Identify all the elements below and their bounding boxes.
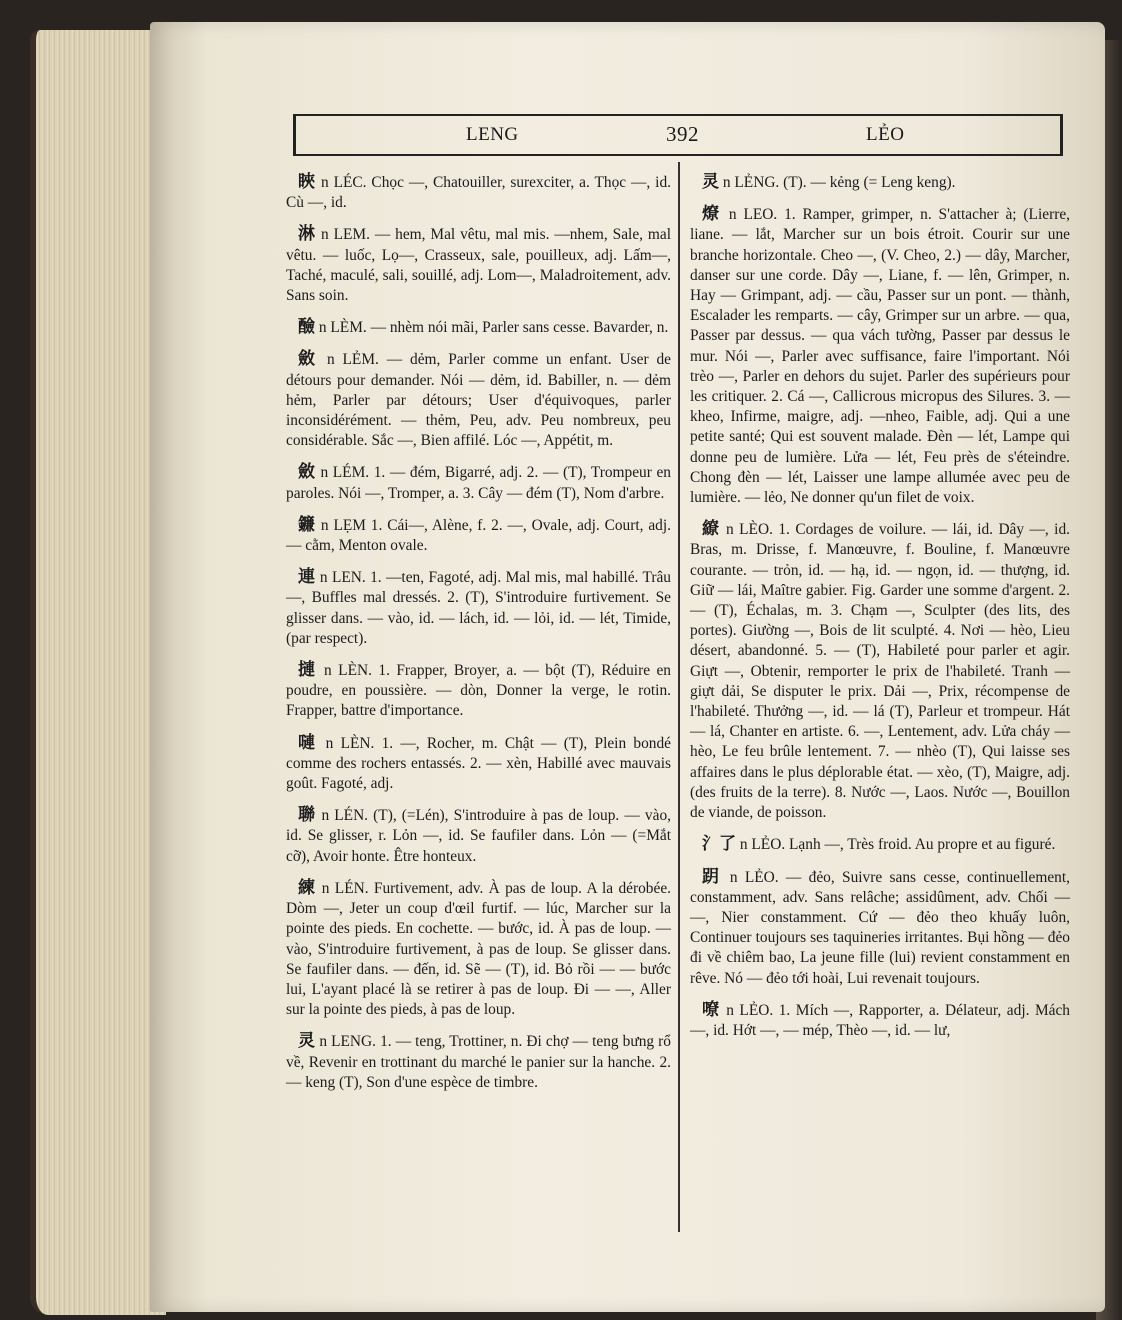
dictionary-entry — [286, 567, 671, 649]
entry-character: 斂 — [298, 462, 316, 483]
entry-text: n LẺO. 1. Mích —, Rapporter, a. Délateur, adj. Mách —, id. Hớt —, — mép, Thèo —, id. — lư, — [690, 1001, 1071, 1039]
entry-character: 聯 — [298, 805, 317, 826]
dictionary-entry — [690, 1000, 1070, 1041]
dictionary-entry — [286, 317, 671, 338]
entry-character: 練 — [298, 877, 317, 898]
dictionary-entry — [286, 1031, 671, 1093]
header-left-word: LENG — [466, 124, 519, 145]
entry-character: 摙 — [298, 660, 318, 681]
entry-character: 連 — [298, 567, 316, 588]
dictionary-entry — [286, 805, 671, 867]
dictionary-entry — [690, 172, 1070, 193]
entry-character: 鐮 — [298, 514, 317, 535]
entry-character: 淋 — [298, 224, 317, 245]
entry-character: 嘹 — [702, 999, 721, 1020]
entry-character: 灵 — [298, 1031, 316, 1052]
dictionary-entry — [286, 224, 671, 306]
book-page-edges — [30, 30, 166, 1315]
entry-text: n LẺM. — dẻm, Parler comme un enfant. User de détours pour demander. Nói — dẻm, id. Babiller, n. — dẻm hẻm, Parler par détours; User d'équivoques, parler inconsidérément. — thẻm, Peu, adv. Peu nombreux, peu considérable. Sắc —, Bien affilé. Lóc —, Appétit, m. — [286, 351, 671, 450]
entry-character: 燎 — [702, 204, 723, 225]
page-number: 392 — [666, 122, 699, 146]
entry-text: n LEO. 1. Ramper, grimper, n. S'attacher à; (Lierre, liane. — lắt, Marcher sur un bois étroit. Courir sur une branche horizontale. Cheo —, (V. Cheo, 2.) — dây, Marcher, danser sur une corde. Dây —, Liane, f. — lên, Grimper, n. Hay — Grimpant, adj. — cầu, Passer sur un pont. — thành, Escalader les remparts. — cây, Grimper sur un arbre. — qua, Passer par dessus. — qua vách tường, Passer par dessus le mur. Nói —, Parler avec suffisance, faire l'important. Nói trèo —, Parler en dehors du sujet. Parler des supérieurs pour les critiquer. 2. Cá —, Callicrous micropus des Silures. 3. — kheo, Infirme, maigre, adj. —nheo, Faible, adj. Qui a une petite santé; Qui est souvent malade. Đèn — lét, Lampe qui donne peu de lumière. Lửa — lét, Feu près de s'éteindre. Chong đèn — lét, Laisser une lampe allumée avec peu de lumière. — lẻo, Ne donner qu'un filet de voix. — [690, 206, 1070, 507]
dictionary-entry — [286, 462, 671, 503]
entry-character: 灵 — [702, 172, 719, 192]
entry-text: n LEN. 1. —ten, Fagoté, adj. Mal mis, mal habillé. Trâu —, Buffles mal dressés. 2. (T), S'introduire furtivement. Se glisser dans. — vào, id. — lách, id. — lỏi, id. — lét, Timide, (par respect). — [286, 569, 671, 647]
dictionary-entry — [690, 867, 1070, 989]
running-header — [293, 114, 1063, 156]
entry-character: 䀹 — [298, 172, 317, 192]
dictionary-entry — [286, 515, 671, 556]
entry-text: n LÉN. Furtivement, adv. À pas de loup. A la dérobée. Dòm —, Jeter un coup d'œil furtif. — lúc, Marcher sur la pointe des pieds. En cochette. — bước, id. À pas de loup. — vào, S'introduire furtivement, à pas de loup. Se glisser dans. Se faufiler dans. — đến, id. Sẽ — (T), id. Bỏ rồi — — bước lui, L'ayant placé là se retirer à pas de loup. Đi — —, Aller sur la pointe des pieds, à pas de loup. — [286, 879, 671, 1019]
entry-text: n LÉM. 1. — đém, Bigarré, adj. 2. — (T), Trompeur en paroles. Nói —, Tromper, a. 3. Cây — đém (T), Nom d'arbre. — [286, 464, 672, 502]
entry-text: n LÈO. 1. Cordages de voilure. — lái, id. Dây —, id. Bras, m. Drisse, f. Manœuvre, f. Bouline, f. Manœuvre courante. — trỏn, id. — hạ, id. — ngọn, id. — thượng, id. Giữ — lái, Maître gabier. Fig. Garder une somme d'argent. 2. — (T), Échalas, m. 3. Chạm —, Sculpter (des lits, des portes). Giường —, Bois de lit sculpté. 4. Nơi — hèo, Lieu désert, abandonné. 5. — (T), Habileté pour parler et agir. Giựt —, Obtenir, remporter le prix de l'habileté. Tranh — giựt dải, Se disputer le prix. Dải —, Prix, récompense de l'habileté. Thưởng —, id. — lá (T), Parleur et trompeur. Hát — lá, Chanter en artiste. 6. —, Lentement, adv. Lửa cháy — hèo, Le feu brûle lentement. 7. — nhèo (T), Qui laisse ses affaires dans le plus déplorable état. — xèo, (T), Maigre, adj. (des fruits de la terre). 8. Nước —, Laos. Nước —, Bouillon de viande, de poisson. — [690, 521, 1071, 822]
dictionary-entry — [286, 733, 671, 795]
entry-character: 繚 — [702, 519, 721, 540]
dictionary-entry — [690, 834, 1070, 855]
entry-text: n LẺO. Lạnh —, Très froid. Au propre et au figuré. — [739, 836, 1056, 854]
entry-text: n LENG. 1. — teng, Trottiner, n. Đi chợ — teng bưng rổ về, Revenir en trottinant du marché le panier sur la hanche. 2. — keng (T), Son d'une espèce de timbre. — [286, 1033, 672, 1091]
entry-text: n LÈN. 1. Frapper, Broyer, a. — bột (T), Réduire en poudre, en poussière. — dòn, Donner la verge, le rotin. Frapper, battre d'importance. — [286, 662, 671, 720]
entry-text: n LẺNG. (T). — kẻng (= Leng keng). — [722, 174, 956, 191]
entry-text: n LÈM. — nhèm nói mãi, Parler sans cesse. Bavarder, n. — [318, 319, 669, 337]
entry-text: n LÈN. 1. —, Rocher, m. Chật — (T), Plein bondé comme des rochers entassés. 2. — xèn, Habillé avec mauvais goût. Fagoté, adj. — [286, 734, 672, 793]
entry-character: 斂 — [298, 349, 320, 370]
dictionary-entry — [286, 878, 671, 1020]
dictionary-entry — [286, 172, 671, 213]
dictionary-page — [150, 22, 1105, 1312]
right-column — [690, 172, 1070, 1052]
dictionary-entry — [286, 660, 671, 722]
entry-character: 氵了 — [702, 834, 736, 855]
entry-text: n LÉN. (T), (=Lén), S'introduire à pas de loup. — vào, id. Se glisser, r. Lỏn —, id. Se faufiler dans. Lỏn — (=Mắt cỡ), Avoir honte. Être honteux. — [286, 807, 671, 865]
entry-character: 醶 — [298, 317, 315, 338]
entry-text: n LẺO. — đẻo, Suivre sans cesse, continuellement, constamment, adv. Sans relâche; assidûment, adv. Chối — —, Nier constamment. Cứ — đẻo theo khuấy luôn, Continuer toujours ses taquineries irritantes. Bụi hồng — đẻo đi về chiêm bao, La jeune fille (lui) revient constamment en rêve. Nó — đẻo tới hoài, Lui revenait toujours. — [690, 868, 1070, 987]
left-column — [286, 172, 671, 1104]
dictionary-entry — [286, 349, 671, 451]
entry-text: n LEM. — hem, Mal vêtu, mal mis. —nhem, Sale, mal vêtu. — luốc, Lọ—, Crasseux, sale, pouilleux, adj. Lấm—, Taché, maculé, sali, souillé, adj. Lom—, Maladroitement, adv. Sans soin. — [286, 226, 671, 305]
entry-character: 跀 — [702, 866, 723, 887]
column-divider — [678, 162, 680, 1232]
dictionary-entry — [690, 204, 1070, 508]
dictionary-entry — [690, 519, 1070, 823]
entry-text: n LẸM 1. Cái—, Alène, f. 2. —, Ovale, adj. Court, adj. — cằm, Menton ovale. — [286, 516, 671, 555]
header-right-word: LẺO — [866, 124, 905, 145]
entry-text: n LÉC. Chọc —, Chatouiller, surexciter, a. Thọc —, id. Cù —, id. — [286, 174, 672, 212]
entry-character: 嗹 — [298, 732, 319, 753]
